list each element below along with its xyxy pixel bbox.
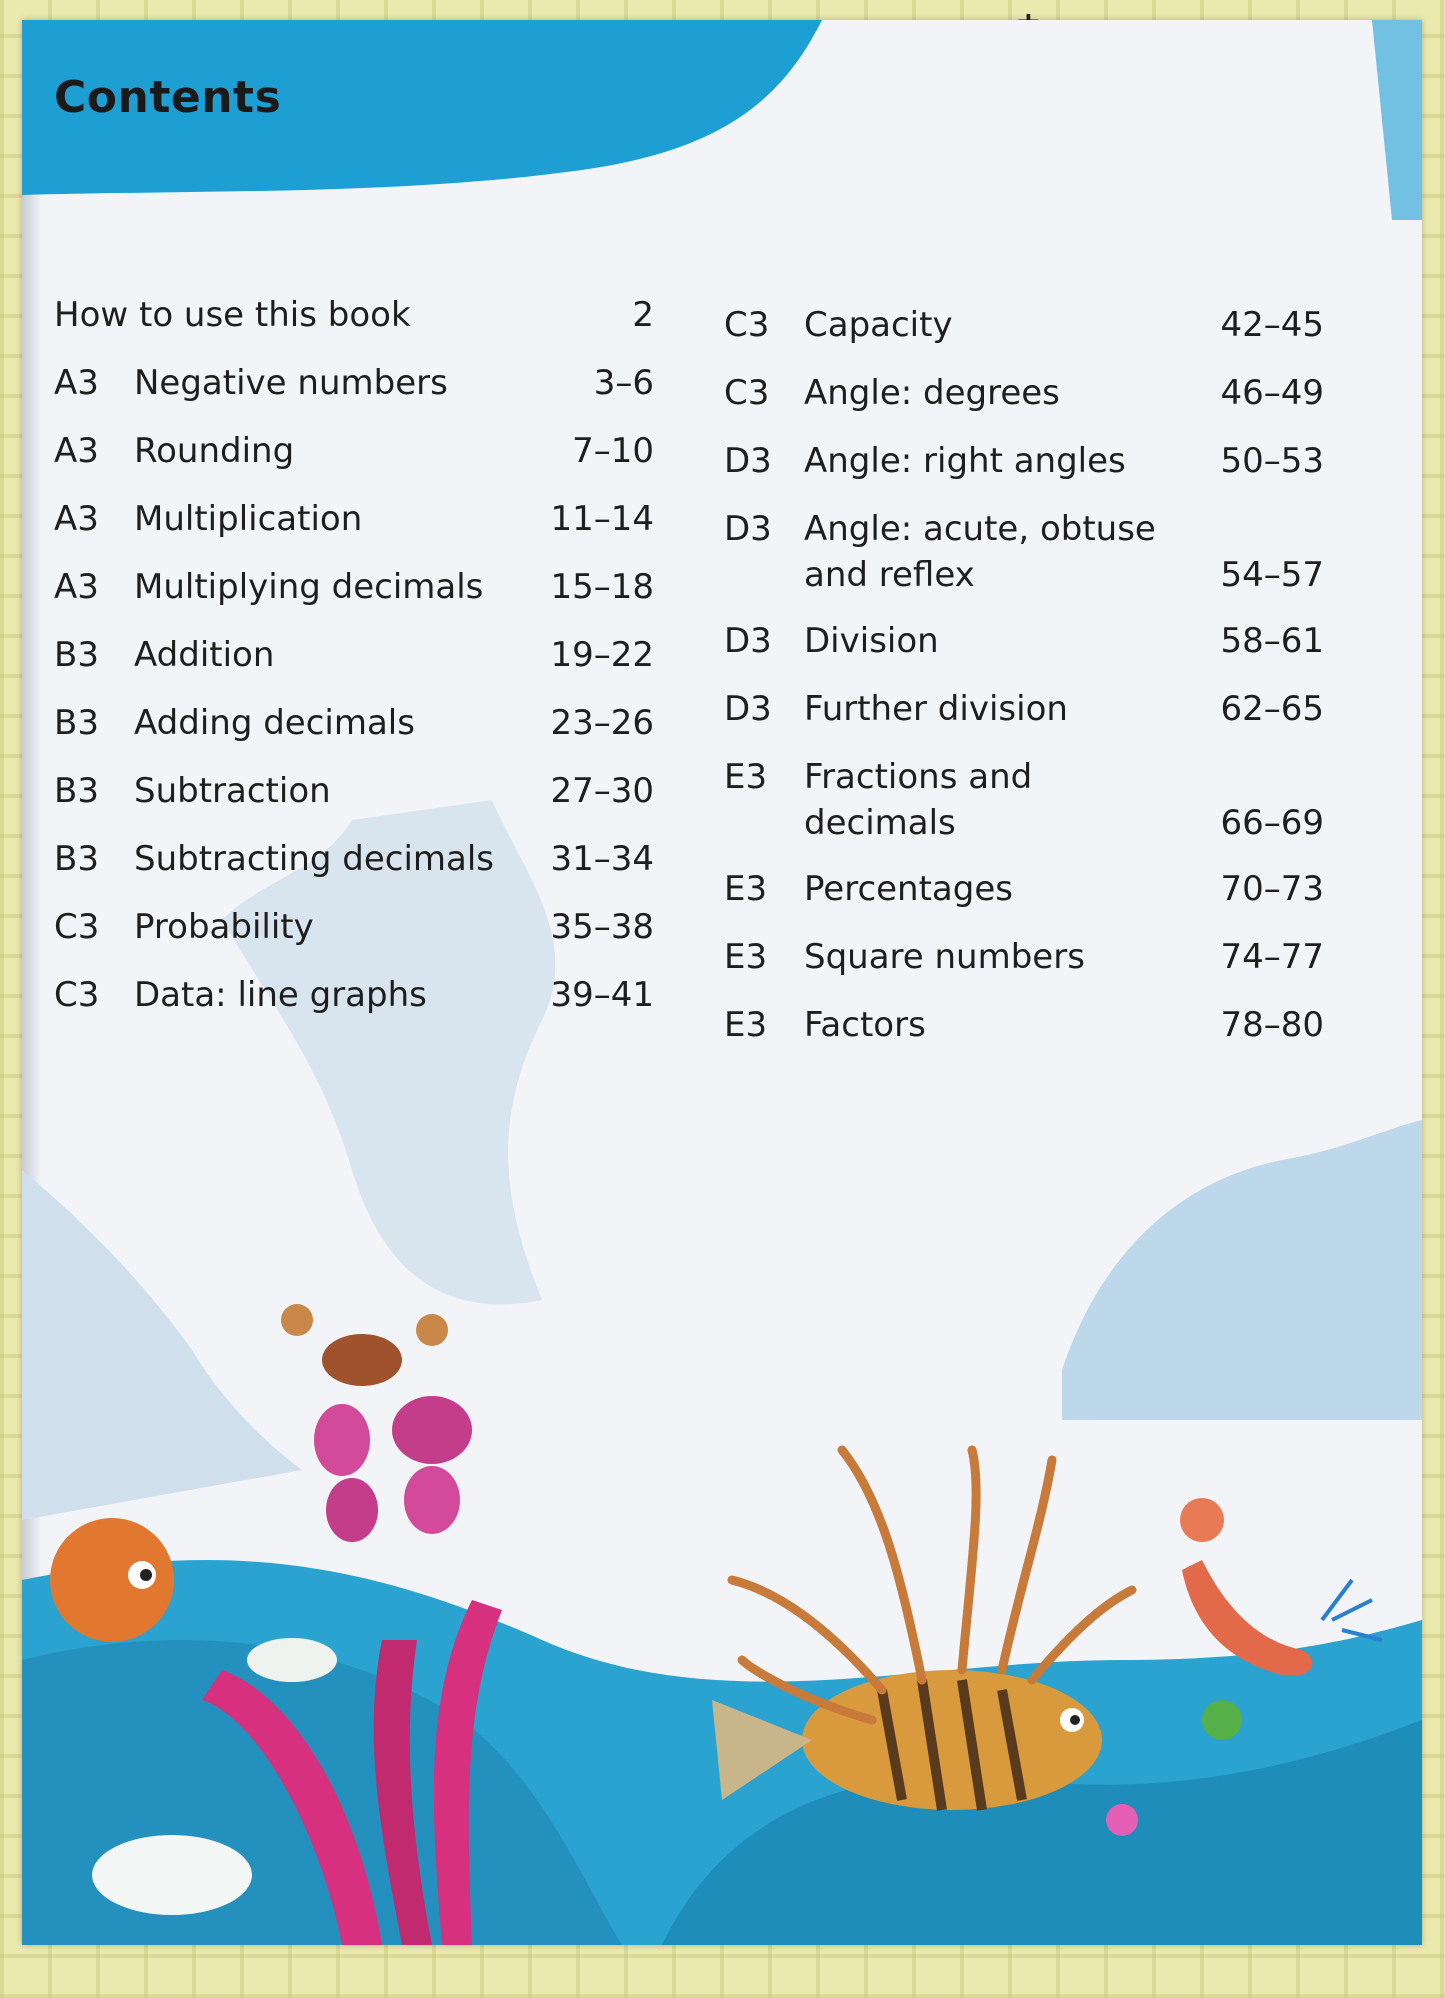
toc-code: E3 bbox=[724, 1005, 768, 1045]
toc-entry bbox=[724, 1002, 1324, 1048]
toc-code: D3 bbox=[724, 509, 772, 549]
toc-topic: Subtraction bbox=[134, 771, 331, 811]
toc-topic: Addition bbox=[134, 635, 275, 675]
toc-code: A3 bbox=[54, 431, 99, 471]
toc-entry bbox=[54, 496, 654, 542]
toc-entry bbox=[724, 438, 1324, 484]
toc-entry bbox=[54, 564, 654, 610]
toc-entry bbox=[724, 370, 1324, 416]
toc-pages: 35–38 bbox=[550, 907, 654, 947]
toc-code: B3 bbox=[54, 771, 99, 811]
toc-pages: 27–30 bbox=[550, 771, 654, 811]
toc-entry bbox=[54, 700, 654, 746]
toc-topic: Fractions and decimals bbox=[804, 757, 1033, 843]
toc-topic: Rounding bbox=[134, 431, 295, 471]
toc-topic: Negative numbers bbox=[134, 363, 448, 403]
toc-entry bbox=[54, 768, 654, 814]
toc-pages: 58–61 bbox=[1220, 621, 1324, 661]
toc-code: E3 bbox=[724, 869, 768, 909]
toc-entry bbox=[724, 618, 1324, 664]
toc-topic: Angle: degrees bbox=[804, 373, 1060, 413]
toc-code: A3 bbox=[54, 499, 99, 539]
toc-entry bbox=[724, 686, 1324, 732]
book-page bbox=[22, 20, 1422, 1945]
toc-pages: 31–34 bbox=[550, 839, 654, 879]
toc-topic: How to use this book bbox=[54, 295, 411, 335]
toc-pages: 74–77 bbox=[1220, 937, 1324, 977]
toc-entry bbox=[724, 934, 1324, 980]
toc-pages: 39–41 bbox=[550, 975, 654, 1015]
toc-code: A3 bbox=[54, 363, 99, 403]
toc-topic: Factors bbox=[804, 1005, 926, 1045]
toc-pages: 70–73 bbox=[1220, 869, 1324, 909]
toc-topic: Adding decimals bbox=[134, 703, 415, 743]
toc-code: B3 bbox=[54, 635, 99, 675]
toc-code: A3 bbox=[54, 567, 99, 607]
toc-entry bbox=[54, 360, 654, 406]
toc-entry bbox=[724, 754, 1324, 846]
toc-left-column bbox=[54, 292, 654, 1040]
toc-pages: 2 bbox=[632, 295, 654, 335]
toc-code: E3 bbox=[724, 937, 768, 977]
toc-pages: 23–26 bbox=[550, 703, 654, 743]
toc-pages: 62–65 bbox=[1220, 689, 1324, 729]
toc-entry bbox=[724, 506, 1324, 598]
toc-pages: 19–22 bbox=[550, 635, 654, 675]
toc-pages: 11–14 bbox=[550, 499, 654, 539]
toc-entry bbox=[54, 836, 654, 882]
toc-entry bbox=[54, 972, 654, 1018]
toc-code: B3 bbox=[54, 703, 99, 743]
toc-code: C3 bbox=[724, 305, 770, 345]
toc-topic: Angle: acute, obtuse and reflex bbox=[804, 509, 1156, 595]
toc-pages: 50–53 bbox=[1220, 441, 1324, 481]
toc-pages: 54–57 bbox=[1220, 555, 1324, 595]
page-title: Contents bbox=[54, 72, 282, 123]
toc-pages: 42–45 bbox=[1220, 305, 1324, 345]
toc-pages: 15–18 bbox=[550, 567, 654, 607]
toc-topic: Angle: right angles bbox=[804, 441, 1126, 481]
toc-topic: Square numbers bbox=[804, 937, 1085, 977]
toc-right-column bbox=[724, 302, 1324, 1070]
toc-topic: Division bbox=[804, 621, 939, 661]
toc-code: C3 bbox=[54, 975, 100, 1015]
toc-topic: Multiplying decimals bbox=[134, 567, 484, 607]
toc-topic: Multiplication bbox=[134, 499, 363, 539]
toc-entry bbox=[54, 292, 654, 338]
toc-topic: Probability bbox=[134, 907, 314, 947]
toc-entry bbox=[54, 904, 654, 950]
toc-topic: Further division bbox=[804, 689, 1068, 729]
toc-topic: Subtracting decimals bbox=[134, 839, 495, 879]
toc-code: C3 bbox=[54, 907, 100, 947]
toc-topic: Percentages bbox=[804, 869, 1013, 909]
toc-entry bbox=[54, 632, 654, 678]
toc-code: D3 bbox=[724, 441, 772, 481]
toc-topic: Capacity bbox=[804, 305, 953, 345]
toc-code: D3 bbox=[724, 621, 772, 661]
toc-pages: 7–10 bbox=[572, 431, 654, 471]
toc-code: E3 bbox=[724, 757, 768, 797]
toc-entry bbox=[724, 866, 1324, 912]
toc-pages: 78–80 bbox=[1220, 1005, 1324, 1045]
toc-pages: 3–6 bbox=[593, 363, 654, 403]
toc-code: C3 bbox=[724, 373, 770, 413]
toc-pages: 66–69 bbox=[1220, 803, 1324, 843]
toc-pages: 46–49 bbox=[1220, 373, 1324, 413]
toc-entry bbox=[54, 428, 654, 474]
toc-code: B3 bbox=[54, 839, 99, 879]
toc-entry bbox=[724, 302, 1324, 348]
toc-code: D3 bbox=[724, 689, 772, 729]
toc-topic: Data: line graphs bbox=[134, 975, 427, 1015]
